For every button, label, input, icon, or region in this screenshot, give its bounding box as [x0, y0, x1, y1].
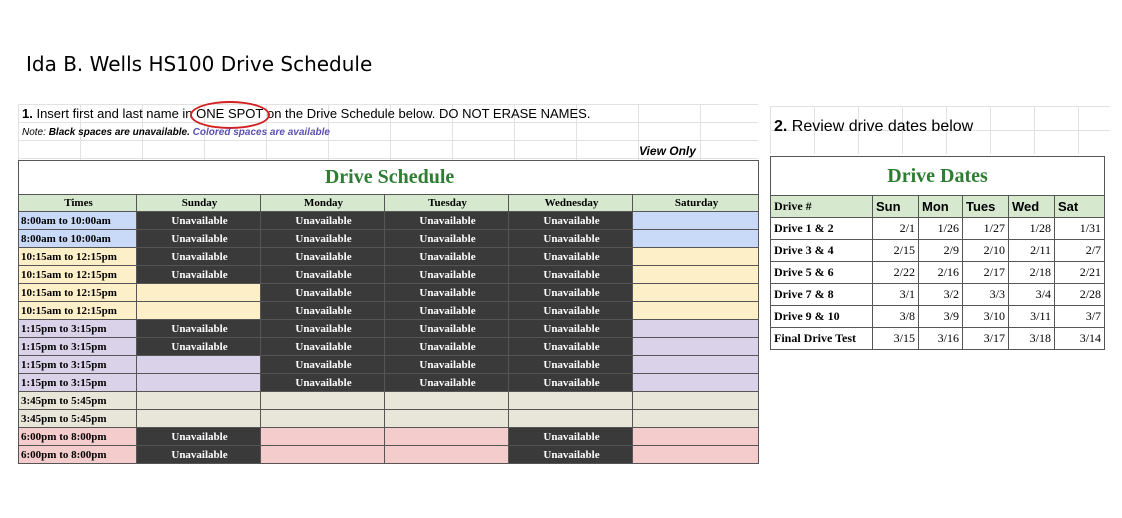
- available-slot-saturday[interactable]: [633, 374, 759, 392]
- available-slot-sunday[interactable]: [137, 392, 261, 410]
- dates-header-drive-number: Drive #: [771, 196, 873, 218]
- dates-header-tues: Tues: [963, 196, 1009, 218]
- unavailable-slot-tuesday: Unavailable: [385, 320, 509, 338]
- note-label: Note:: [22, 127, 46, 138]
- drive-label: Final Drive Test: [771, 328, 873, 350]
- drive-date-cell: 3/17: [963, 328, 1009, 350]
- drive-date-cell: 2/11: [1009, 240, 1055, 262]
- available-slot-saturday[interactable]: [633, 284, 759, 302]
- drive-dates-row: [771, 284, 1105, 306]
- drive-date-cell: 3/3: [963, 284, 1009, 306]
- unavailable-slot-monday: Unavailable: [261, 374, 385, 392]
- unavailable-slot-wednesday: Unavailable: [509, 320, 633, 338]
- unavailable-slot-sunday: Unavailable: [137, 266, 261, 284]
- available-slot-monday[interactable]: [261, 428, 385, 446]
- available-slot-saturday[interactable]: [633, 392, 759, 410]
- view-only-label: View Only: [639, 144, 696, 158]
- drive-label: Drive 1 & 2: [771, 218, 873, 240]
- available-slot-tuesday[interactable]: [385, 446, 509, 464]
- unavailable-slot-monday: Unavailable: [261, 212, 385, 230]
- drive-dates-row: [771, 306, 1105, 328]
- drive-date-cell: 3/9: [919, 306, 963, 328]
- dates-header-sun: Sun: [873, 196, 919, 218]
- drive-schedule-table: [18, 160, 759, 464]
- drive-label: Drive 9 & 10: [771, 306, 873, 328]
- unavailable-slot-tuesday: Unavailable: [385, 284, 509, 302]
- drive-date-cell: 2/21: [1055, 262, 1105, 284]
- schedule-row: [19, 374, 759, 392]
- unavailable-slot-wednesday: Unavailable: [509, 230, 633, 248]
- available-slot-monday[interactable]: [261, 446, 385, 464]
- unavailable-slot-tuesday: Unavailable: [385, 266, 509, 284]
- step2-instruction: [774, 118, 973, 136]
- drive-dates-row: [771, 218, 1105, 240]
- schedule-header-sunday: Sunday: [137, 195, 261, 212]
- step1-instruction: [22, 106, 590, 121]
- schedule-header-wednesday: Wednesday: [509, 195, 633, 212]
- schedule-row: [19, 320, 759, 338]
- unavailable-slot-monday: Unavailable: [261, 284, 385, 302]
- time-slot-label: 1:15pm to 3:15pm: [19, 374, 137, 392]
- available-slot-tuesday[interactable]: [385, 410, 509, 428]
- unavailable-slot-monday: Unavailable: [261, 302, 385, 320]
- available-slot-sunday[interactable]: [137, 356, 261, 374]
- available-slot-sunday[interactable]: [137, 410, 261, 428]
- available-slot-tuesday[interactable]: [385, 392, 509, 410]
- drive-date-cell: 3/15: [873, 328, 919, 350]
- schedule-row: [19, 230, 759, 248]
- unavailable-slot-tuesday: Unavailable: [385, 248, 509, 266]
- step2-text: Review drive dates below: [791, 118, 974, 135]
- time-slot-label: 1:15pm to 3:15pm: [19, 338, 137, 356]
- schedule-row: [19, 356, 759, 374]
- schedule-row: [19, 248, 759, 266]
- unavailable-slot-sunday: Unavailable: [137, 230, 261, 248]
- drive-date-cell: 3/1: [873, 284, 919, 306]
- unavailable-slot-monday: Unavailable: [261, 338, 385, 356]
- time-slot-label: 10:15am to 12:15pm: [19, 284, 137, 302]
- available-slot-saturday[interactable]: [633, 302, 759, 320]
- available-slot-sunday[interactable]: [137, 284, 261, 302]
- drive-date-cell: 2/7: [1055, 240, 1105, 262]
- unavailable-slot-wednesday: Unavailable: [509, 338, 633, 356]
- time-slot-label: 8:00am to 10:00am: [19, 212, 137, 230]
- drive-date-cell: 2/1: [873, 218, 919, 240]
- schedule-row: [19, 392, 759, 410]
- schedule-row: [19, 428, 759, 446]
- drive-label: Drive 5 & 6: [771, 262, 873, 284]
- unavailable-slot-wednesday: Unavailable: [509, 212, 633, 230]
- drive-date-cell: 2/15: [873, 240, 919, 262]
- drive-schedule-title: Drive Schedule: [19, 161, 759, 195]
- unavailable-slot-tuesday: Unavailable: [385, 338, 509, 356]
- dates-header-sat: Sat: [1055, 196, 1105, 218]
- drive-dates-title: Drive Dates: [771, 157, 1105, 196]
- unavailable-slot-sunday: Unavailable: [137, 338, 261, 356]
- unavailable-slot-wednesday: Unavailable: [509, 284, 633, 302]
- drive-date-cell: 2/10: [963, 240, 1009, 262]
- red-circle-annotation: [190, 101, 270, 129]
- available-slot-saturday[interactable]: [633, 410, 759, 428]
- available-slot-saturday[interactable]: [633, 248, 759, 266]
- drive-date-cell: 3/2: [919, 284, 963, 306]
- schedule-row: [19, 410, 759, 428]
- unavailable-slot-sunday: Unavailable: [137, 212, 261, 230]
- schedule-row: [19, 284, 759, 302]
- time-slot-label: 6:00pm to 8:00pm: [19, 446, 137, 464]
- page-title: Ida B. Wells HS100 Drive Schedule: [26, 52, 373, 76]
- unavailable-slot-wednesday: Unavailable: [509, 302, 633, 320]
- drive-date-cell: 3/11: [1009, 306, 1055, 328]
- schedule-header-monday: Monday: [261, 195, 385, 212]
- unavailable-slot-wednesday: Unavailable: [509, 374, 633, 392]
- drive-date-cell: 3/7: [1055, 306, 1105, 328]
- time-slot-label: 1:15pm to 3:15pm: [19, 356, 137, 374]
- unavailable-slot-wednesday: Unavailable: [509, 446, 633, 464]
- available-slot-saturday[interactable]: [633, 266, 759, 284]
- drive-date-cell: 2/9: [919, 240, 963, 262]
- time-slot-label: 3:45pm to 5:45pm: [19, 410, 137, 428]
- available-slot-saturday[interactable]: [633, 320, 759, 338]
- available-slot-wednesday[interactable]: [509, 392, 633, 410]
- time-slot-label: 8:00am to 10:00am: [19, 230, 137, 248]
- available-slot-saturday[interactable]: [633, 338, 759, 356]
- drive-label: Drive 7 & 8: [771, 284, 873, 306]
- drive-date-cell: 3/8: [873, 306, 919, 328]
- unavailable-slot-tuesday: Unavailable: [385, 230, 509, 248]
- drive-dates-row: [771, 328, 1105, 350]
- drive-date-cell: 2/28: [1055, 284, 1105, 306]
- step1-text-after: on the Drive Schedule below. DO NOT ERASE NAMES.: [266, 106, 591, 121]
- unavailable-slot-sunday: Unavailable: [137, 446, 261, 464]
- unavailable-slot-monday: Unavailable: [261, 230, 385, 248]
- time-slot-label: 3:45pm to 5:45pm: [19, 392, 137, 410]
- unavailable-slot-tuesday: Unavailable: [385, 374, 509, 392]
- available-slot-saturday[interactable]: [633, 230, 759, 248]
- drive-date-cell: 2/22: [873, 262, 919, 284]
- step1-text-before: Insert first and last name in: [36, 106, 193, 121]
- schedule-row: [19, 338, 759, 356]
- time-slot-label: 10:15am to 12:15pm: [19, 248, 137, 266]
- drive-date-cell: 2/18: [1009, 262, 1055, 284]
- step2-number: 2.: [774, 118, 788, 135]
- drive-date-cell: 1/28: [1009, 218, 1055, 240]
- schedule-row: [19, 446, 759, 464]
- drive-date-cell: 2/17: [963, 262, 1009, 284]
- unavailable-slot-monday: Unavailable: [261, 356, 385, 374]
- available-slot-monday[interactable]: [261, 410, 385, 428]
- unavailable-slot-monday: Unavailable: [261, 320, 385, 338]
- time-slot-label: 6:00pm to 8:00pm: [19, 428, 137, 446]
- availability-note: [22, 127, 330, 138]
- schedule-row: [19, 212, 759, 230]
- unavailable-slot-wednesday: Unavailable: [509, 356, 633, 374]
- dates-header-mon: Mon: [919, 196, 963, 218]
- step1-number: 1.: [22, 106, 33, 121]
- time-slot-label: 10:15am to 12:15pm: [19, 302, 137, 320]
- one-spot-highlight: [196, 106, 263, 121]
- note-black-spaces: Black spaces are unavailable.: [48, 127, 190, 138]
- note-colored-spaces: Colored spaces are available: [192, 127, 330, 138]
- schedule-header-times: Times: [19, 195, 137, 212]
- unavailable-slot-sunday: Unavailable: [137, 320, 261, 338]
- available-slot-tuesday[interactable]: [385, 428, 509, 446]
- unavailable-slot-monday: Unavailable: [261, 266, 385, 284]
- available-slot-wednesday[interactable]: [509, 410, 633, 428]
- drive-date-cell: 1/27: [963, 218, 1009, 240]
- unavailable-slot-wednesday: Unavailable: [509, 428, 633, 446]
- unavailable-slot-monday: Unavailable: [261, 248, 385, 266]
- drive-date-cell: 3/14: [1055, 328, 1105, 350]
- available-slot-saturday[interactable]: [633, 356, 759, 374]
- available-slot-monday[interactable]: [261, 392, 385, 410]
- time-slot-label: 1:15pm to 3:15pm: [19, 320, 137, 338]
- drive-dates-row: [771, 262, 1105, 284]
- drive-date-cell: 1/26: [919, 218, 963, 240]
- schedule-row: [19, 302, 759, 320]
- available-slot-saturday[interactable]: [633, 212, 759, 230]
- drive-date-cell: 3/16: [919, 328, 963, 350]
- time-slot-label: 10:15am to 12:15pm: [19, 266, 137, 284]
- available-slot-saturday[interactable]: [633, 428, 759, 446]
- dates-header-wed: Wed: [1009, 196, 1055, 218]
- available-slot-sunday[interactable]: [137, 374, 261, 392]
- unavailable-slot-wednesday: Unavailable: [509, 266, 633, 284]
- one-spot-text: ONE SPOT: [196, 106, 264, 121]
- available-slot-sunday[interactable]: [137, 302, 261, 320]
- unavailable-slot-wednesday: Unavailable: [509, 248, 633, 266]
- drive-label: Drive 3 & 4: [771, 240, 873, 262]
- drive-dates-table: [770, 156, 1105, 350]
- unavailable-slot-tuesday: Unavailable: [385, 212, 509, 230]
- unavailable-slot-sunday: Unavailable: [137, 428, 261, 446]
- schedule-row: [19, 266, 759, 284]
- schedule-header-tuesday: Tuesday: [385, 195, 509, 212]
- drive-date-cell: 3/4: [1009, 284, 1055, 306]
- unavailable-slot-sunday: Unavailable: [137, 248, 261, 266]
- drive-date-cell: 3/10: [963, 306, 1009, 328]
- schedule-header-saturday: Saturday: [633, 195, 759, 212]
- unavailable-slot-tuesday: Unavailable: [385, 356, 509, 374]
- drive-date-cell: 2/16: [919, 262, 963, 284]
- drive-date-cell: 1/31: [1055, 218, 1105, 240]
- available-slot-saturday[interactable]: [633, 446, 759, 464]
- unavailable-slot-tuesday: Unavailable: [385, 302, 509, 320]
- drive-dates-row: [771, 240, 1105, 262]
- drive-date-cell: 3/18: [1009, 328, 1055, 350]
